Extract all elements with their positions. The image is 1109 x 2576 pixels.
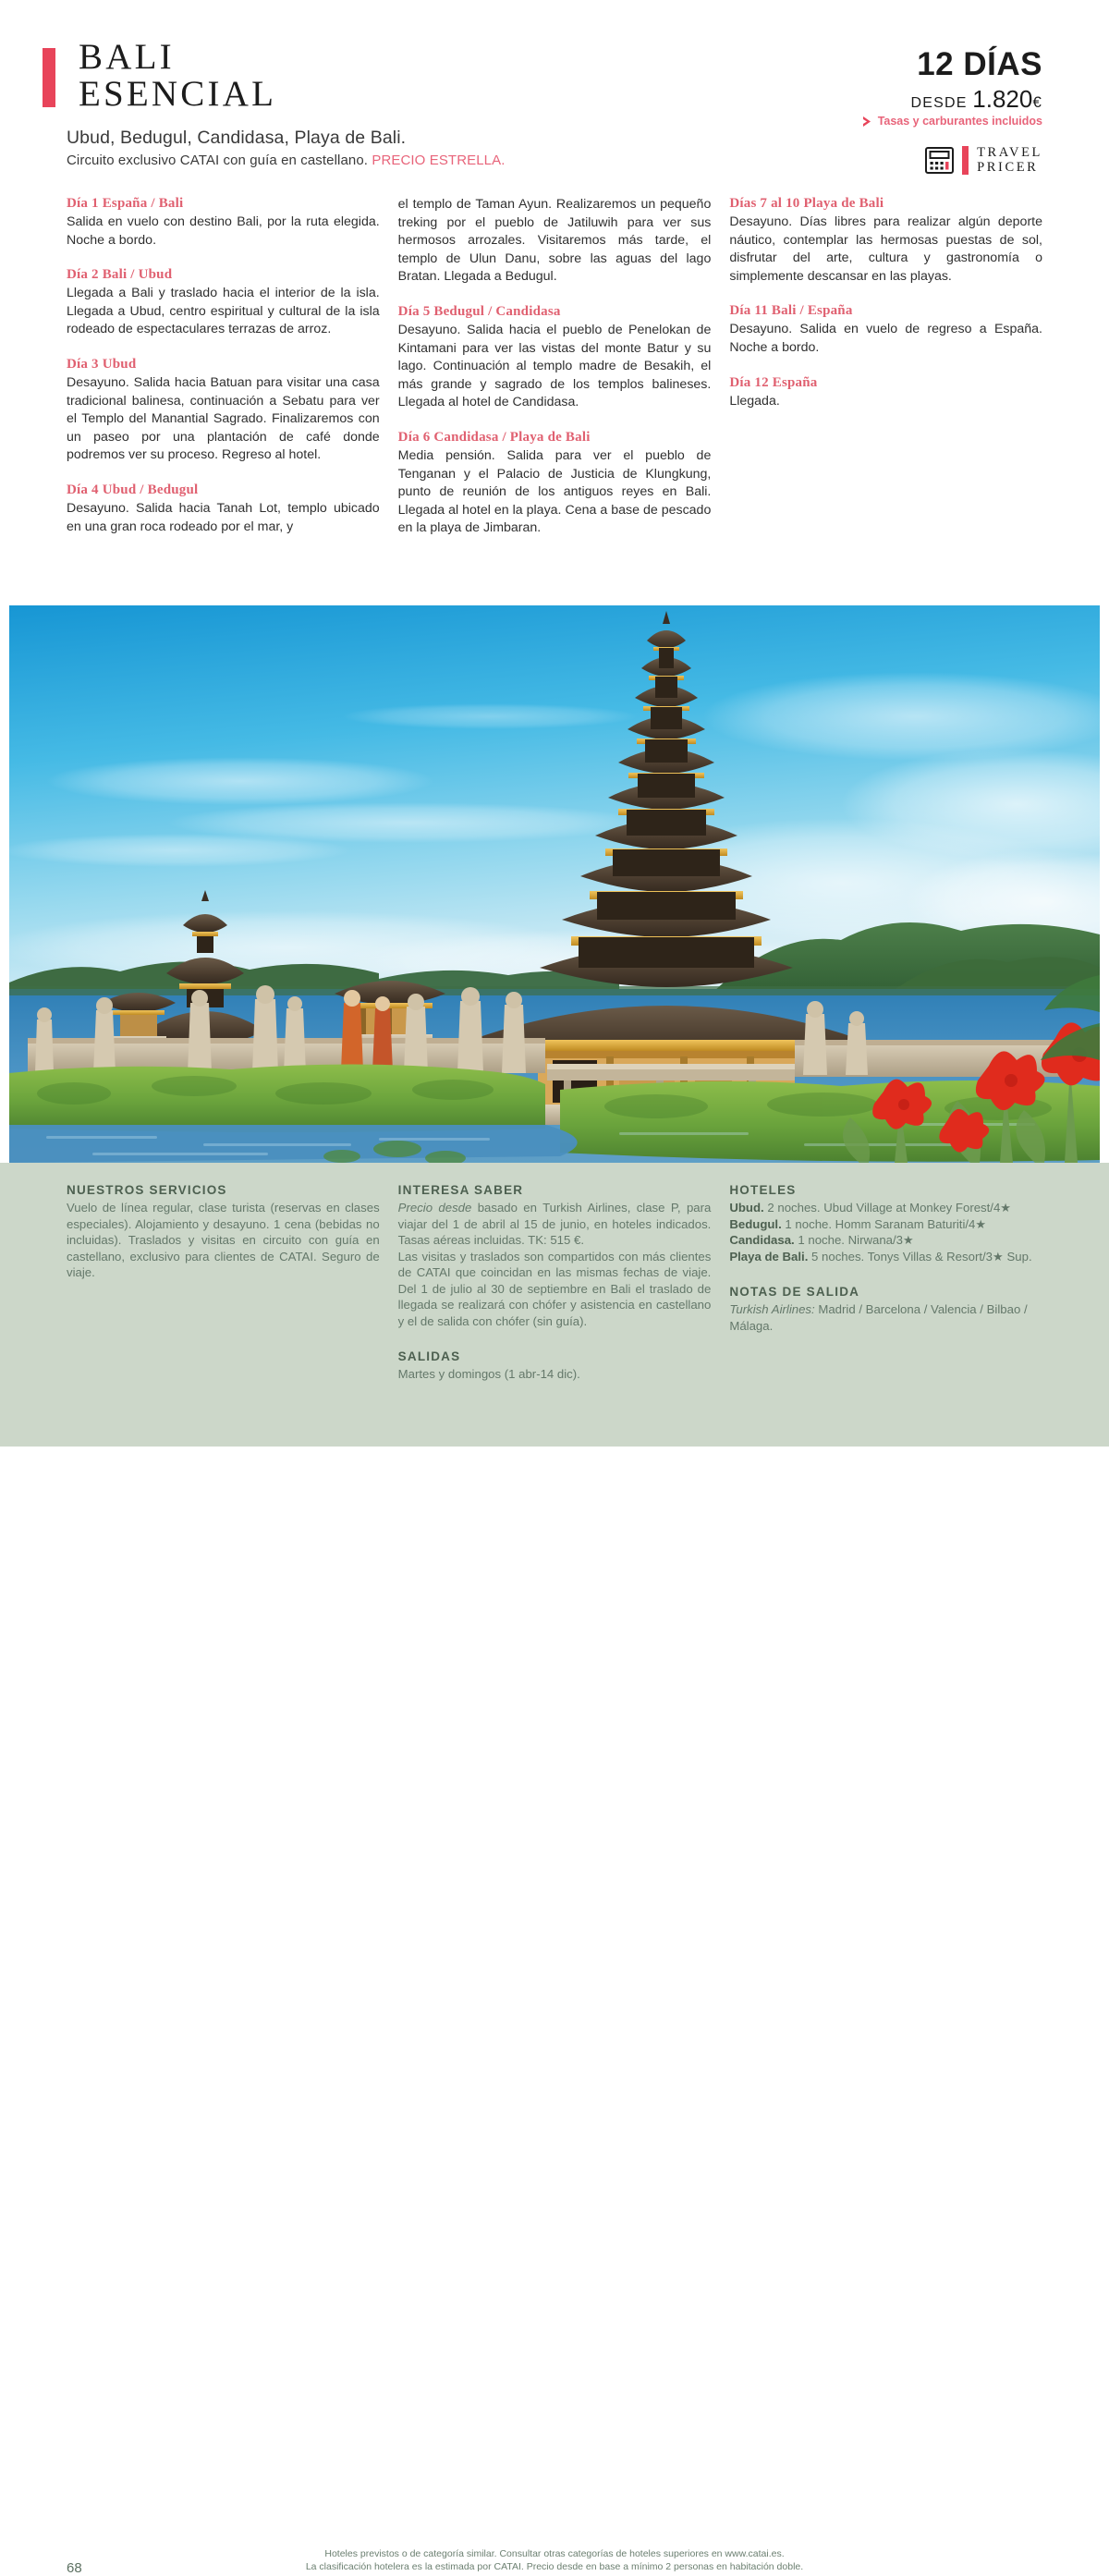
day-heading: Día 5 Bedugul / Candidasa — [397, 303, 561, 319]
photo-illustration — [9, 605, 1100, 1163]
hotel-detail: 1 noche. Homm Saranam Baturiti/4★ — [781, 1216, 987, 1231]
chevron-right-icon — [862, 116, 872, 128]
interest-heading: INTERESA SABER — [397, 1183, 524, 1197]
title-line-2: ESENCIAL — [79, 74, 277, 114]
hotel-row — [729, 1200, 1042, 1216]
hotel-city: Candidasa. — [729, 1233, 795, 1247]
day-body: Desayuno. Salida hacia Tanah Lot, templo ubicado en una gran roca rodeado por el mar, y — [67, 500, 380, 534]
interest-emphasis: Precio desde — [397, 1201, 472, 1215]
hotel-detail: 5 noches. Tonys Villas & Resort/3★ Sup. — [808, 1249, 1032, 1264]
hotel-row — [729, 1249, 1042, 1265]
tagline-accent: PRECIO ESTRELLA. — [372, 153, 506, 168]
day-heading: Día 12 España — [729, 374, 818, 390]
interest-body-1 — [398, 1200, 712, 1249]
itinerary-section — [0, 196, 1109, 593]
interest-body-2: Las visitas y traslados son compartidos con más clientes de CATAI que coincidan en las mismas fechas de viaje. Del 1 de julio al 30 de septiembre en Bali el traslado de llegada se realizará con chófer y asistencia en castellano y el de salida con chófer (sin guía). — [397, 1249, 712, 1328]
itinerary-column-2 — [398, 196, 712, 555]
interest-body-1-rest: basado en Turkish Airlines, clase P, para viajar del 1 de abril al 15 de junio, en hoteles indicados. Tasas aéreas incluidas. TK: 515 €. — [397, 1201, 712, 1247]
footer-column-hotels — [729, 1183, 1042, 1383]
hotels-heading: HOTELES — [729, 1183, 797, 1197]
hotel-city: Playa de Bali. — [729, 1249, 809, 1264]
day-heading: Día 1 España / Bali — [67, 196, 184, 211]
tour-tagline — [67, 153, 506, 168]
footer-column-services — [67, 1183, 380, 1383]
day-body: Desayuno. Salida hacia Batuan para visitar una casa tradicional balinesa, continuación a Sebatu para ver el Templo del Manantial Sagrado. Finalizaremos con un paseo por una plantación de café donde podremos ver su proceso. Regreso al hotel. — [67, 374, 380, 463]
logo-line-2: PRICER — [977, 159, 1039, 175]
day-body: Llegada. — [729, 393, 780, 409]
price-amount: 1.820 — [972, 85, 1033, 113]
day-heading: Día 4 Ubud / Bedugul — [67, 482, 199, 497]
taxes-note-label: Tasas y carburantes incluidos — [877, 115, 1042, 128]
taxes-included-note — [862, 115, 1042, 128]
itinerary-column-1 — [67, 196, 380, 555]
day-body: Desayuno. Salida en vuelo de regreso a España. Noche a bordo. — [729, 322, 1043, 355]
day-body: Desayuno. Días libres para realizar algún deporte náutico, contemplar las hermosas puestas de sol, disfrutar del arte, cultura y gastronomía o simplemente descansar en las playas. — [729, 214, 1043, 284]
departure-notes-cities: Madrid / Barcelona / Valencia / Bilbao / Málaga. — [729, 1302, 1028, 1333]
hotel-city: Ubud. — [729, 1201, 764, 1215]
price-currency: € — [1032, 93, 1042, 111]
day-heading: Día 2 Bali / Ubud — [67, 267, 173, 283]
footer-column-interest — [398, 1183, 712, 1383]
day-body: Llegada a Bali y traslado hacia el interior de la isla. Llegada a Ubud, centro espiritual y cultural de la isla rodeado de espectaculares terrazas de arroz. — [67, 286, 380, 337]
hotel-detail: 1 noche. Nirwana/3★ — [794, 1233, 914, 1247]
departure-notes-airline: Turkish Airlines: — [729, 1302, 815, 1316]
services-body: Vuelo de línea regular, clase turista (reservas en clases especiales). Alojamiento y desayuno. 1 cena (bebidas no incluidas). Traslados y visitas en circuito con guía en castellano, exclusivo para clientes de CATAI. Seguro de viaje. — [67, 1201, 380, 1279]
logo-wordmark — [977, 146, 1042, 175]
page-title — [79, 39, 276, 113]
route-subtitle: Ubud, Bedugul, Candidasa, Playa de Bali. — [67, 128, 407, 148]
day-body: Desayuno. Salida hacia el pueblo de Penelokan de Kintamani para ver las vistas del monte Batur y su lago. Continuación al templo madre de Besakih, el más grande y sagrado de los templos balineses. Llegada al hotel de Candidasa. — [397, 322, 712, 410]
price-prefix: DESDE — [910, 95, 968, 111]
title-line-1: BALI — [79, 37, 175, 77]
disclaimer-line-2: La clasificación hotelera es la estimada por CATAI. Precio desde en base a mínimo 2 personas en habitación doble. — [305, 2561, 804, 2572]
day-heading: Día 6 Candidasa / Playa de Bali — [397, 429, 591, 445]
logo-line-1: TRAVEL — [977, 145, 1042, 160]
departures-heading: SALIDAS — [397, 1349, 461, 1363]
price-row — [910, 85, 1042, 114]
footer-band — [0, 1163, 1109, 2576]
day-heading: Días 7 al 10 Playa de Bali — [729, 196, 884, 211]
footer-columns — [0, 1163, 1109, 1383]
legal-disclaimer — [0, 2547, 1109, 2573]
calculator-icon — [925, 147, 954, 174]
day-body: Salida en vuelo con destino Bali, por la ruta elegida. Noche a bordo. — [67, 214, 380, 248]
tagline-main: Circuito exclusivo CATAI con guía en castellano. — [67, 153, 369, 168]
departure-notes-body — [729, 1301, 1042, 1334]
hotel-row — [729, 1232, 1042, 1249]
destination-photo — [9, 605, 1100, 1163]
departure-notes-heading: NOTAS DE SALIDA — [729, 1285, 860, 1299]
logo-accent-bar — [962, 146, 969, 175]
hotel-detail: 2 noches. Ubud Village at Monkey Forest/4★ — [763, 1201, 1012, 1215]
duration-price-block — [910, 48, 1042, 114]
hotel-city: Bedugul. — [729, 1216, 782, 1231]
travel-pricer-logo — [925, 146, 1042, 175]
day-heading: Día 11 Bali / España — [729, 303, 853, 319]
services-heading: NUESTROS SERVICIOS — [67, 1183, 227, 1197]
duration-label: 12 DÍAS — [917, 46, 1042, 82]
day-heading: Día 3 Ubud — [67, 356, 137, 372]
page-number: 68 — [67, 2560, 82, 2576]
itinerary-column-3 — [729, 196, 1042, 555]
departures-body: Martes y domingos (1 abr-14 dic). — [397, 1367, 580, 1381]
day-body: Media pensión. Salida para ver el pueblo de Tenganan y el Palacio de Justicia de Klungkung, punto de reunión de los antiguos reyes en Bali. Llegada al hotel en la playa. Cena a base de pescado en la playa de Jimbaran. — [397, 447, 712, 536]
page-header — [0, 0, 1109, 185]
disclaimer-line-1: Hoteles previstos o de categoría similar. Consultar otras categorías de hoteles superiores en www.catai.es. — [324, 2548, 785, 2559]
day-body-continuation: el templo de Taman Ayun. Realizaremos un pequeño treking por el pueblo de Jatiluwih para ver sus hermosos arrozales. Visitaremos más tarde, el templo de Ulun Danu, sobre las aguas del lago Bratan. Llegada a Bedugul. — [397, 197, 712, 285]
itinerary-columns — [0, 196, 1109, 555]
hotel-row — [729, 1216, 1042, 1233]
title-accent-bar — [43, 48, 55, 107]
